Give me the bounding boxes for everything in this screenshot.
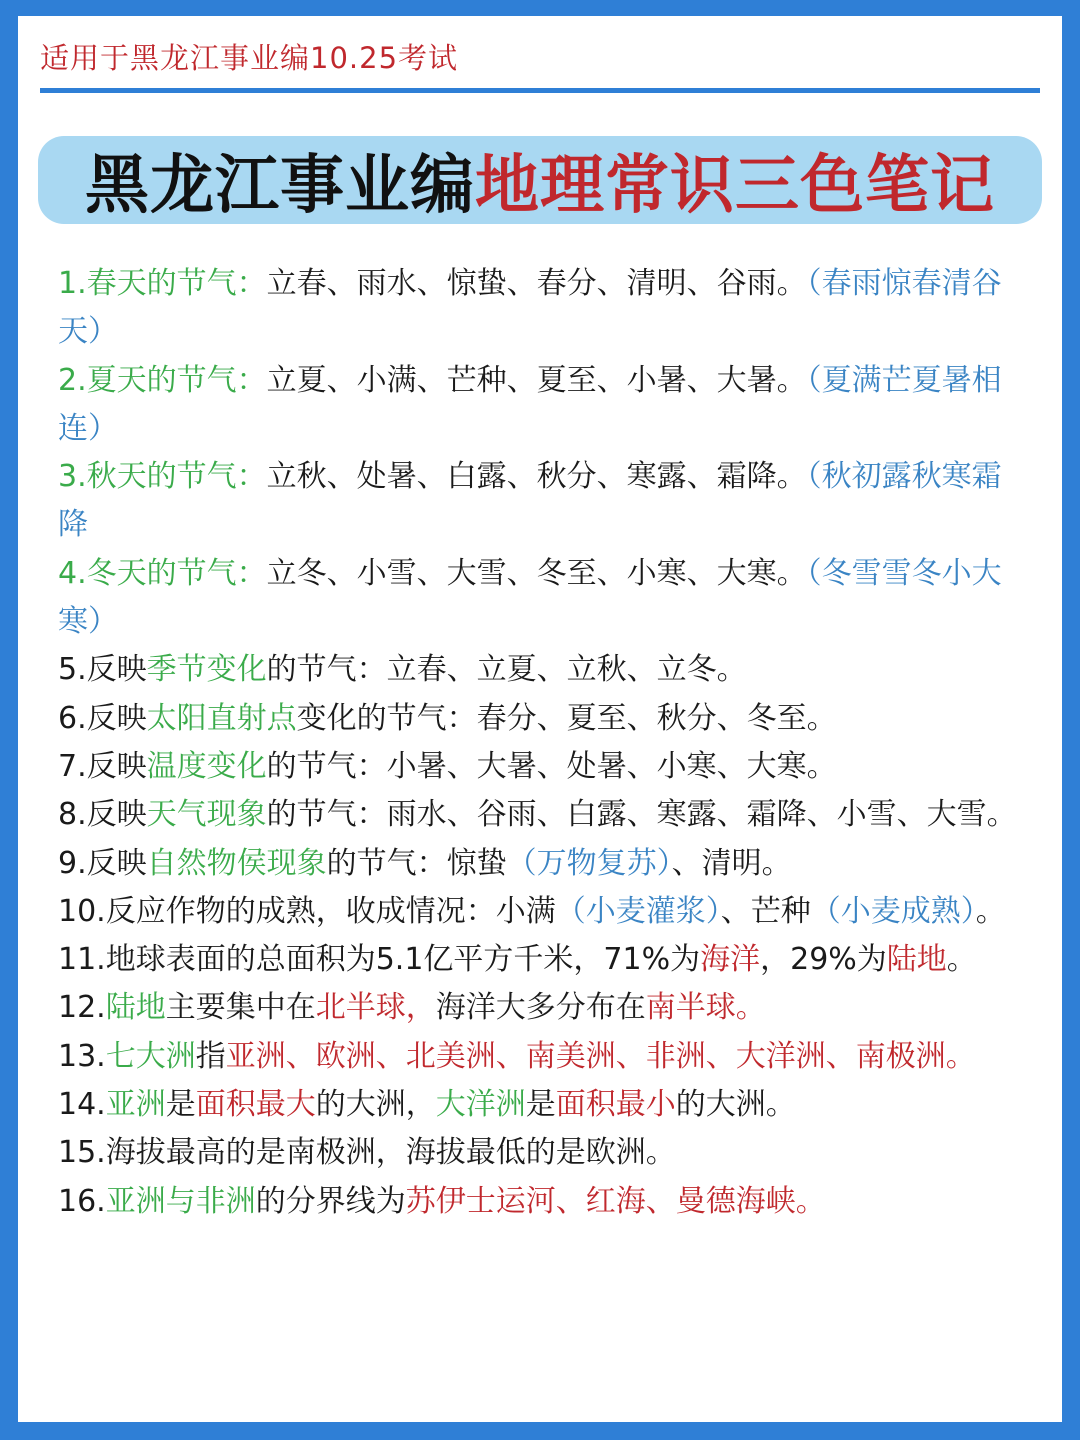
title-black-part: 黑龙江事业编 — [85, 148, 475, 223]
note-segment: 2.夏天的节气： — [58, 362, 267, 398]
note-segment: 1.春天的节气： — [58, 266, 267, 301]
note-segment: 陆地 — [886, 942, 947, 978]
note-segment: 面积最小 — [555, 1087, 676, 1123]
note-segment: 。 — [975, 893, 1006, 929]
note-segment: 5.反映 — [58, 652, 147, 688]
note-segment: 10.反应作物的成熟，收成情况：小满 — [58, 893, 556, 929]
note-segment: 自然物侯现象 — [146, 845, 327, 881]
note-item — [58, 1033, 1018, 1081]
note-segment: 的节气：惊蛰 — [326, 845, 507, 881]
note-segment: 温度变化 — [146, 748, 267, 784]
note-segment: 的节气：小暑、大暑、处暑、小寒、大寒。 — [266, 748, 837, 784]
note-segment: 13. — [58, 1038, 106, 1074]
note-segment: （春雨惊春清谷天） — [58, 266, 1002, 350]
note-segment: 大洋洲 — [435, 1087, 526, 1123]
note-segment: 15.海拔最高的是南极洲，海拔最低的是欧洲。 — [58, 1135, 676, 1171]
note-segment: 12. — [58, 990, 106, 1026]
note-segment: 是 — [525, 1087, 556, 1123]
note-segment: 的分界线为 — [255, 1183, 406, 1219]
note-segment: 陆地 — [105, 990, 166, 1026]
note-segment: 、芒种 — [720, 893, 811, 929]
note-segment: 变化的节气：春分、夏至、秋分、冬至。 — [296, 700, 837, 736]
note-segment: 是 — [165, 1087, 196, 1123]
note-item — [58, 357, 1018, 454]
note-segment: 的大洲， — [315, 1087, 436, 1123]
note-item — [58, 791, 1018, 839]
note-item — [58, 260, 1018, 357]
note-item — [58, 1178, 1018, 1226]
note-segment: 6.反映 — [58, 700, 147, 736]
note-segment: 9.反映 — [58, 845, 147, 881]
note-segment: 七大洲 — [105, 1038, 196, 1074]
note-item — [58, 936, 1018, 984]
note-item — [58, 984, 1018, 1032]
note-segment: 。 — [946, 942, 977, 978]
note-item — [58, 1081, 1018, 1129]
note-segment: 7.反映 — [58, 748, 147, 784]
note-segment: 指 — [195, 1038, 226, 1074]
note-segment: 亚洲与非洲 — [105, 1183, 256, 1219]
note-item — [58, 646, 1018, 694]
note-card — [18, 16, 1062, 1422]
notes-list — [58, 260, 1018, 1226]
note-item — [58, 453, 1018, 550]
note-item — [58, 695, 1018, 743]
title-banner — [38, 136, 1042, 224]
note-segment: 14. — [58, 1087, 106, 1123]
title-red-part: 地理常识三色笔记 — [475, 148, 995, 223]
note-segment: 季节变化 — [146, 652, 267, 688]
note-item — [58, 888, 1018, 936]
note-segment: 立春、雨水、惊蛰、春分、清明、谷雨。 — [266, 266, 807, 301]
note-segment: 立夏、小满、芒种、夏至、小暑、大暑。 — [266, 362, 807, 398]
note-segment: 3.秋天的节气： — [58, 459, 267, 495]
note-segment: 亚洲 — [105, 1087, 166, 1123]
note-segment: 主要集中在 — [165, 990, 316, 1026]
note-segment: 北半球， — [315, 990, 436, 1026]
note-segment: 海洋 — [700, 942, 761, 978]
note-item — [58, 743, 1018, 791]
note-item — [58, 550, 1018, 647]
note-segment: 天气现象 — [146, 797, 267, 833]
note-segment: 8.反映 — [58, 797, 147, 833]
note-segment: （秋初露秋寒霜降 — [58, 459, 1002, 543]
note-segment: 苏伊士运河、红海、曼德海峡。 — [405, 1183, 826, 1219]
note-segment: 16. — [58, 1183, 106, 1219]
note-segment: 亚洲、欧洲、北美洲、南美洲、非洲、大洋洲、南极洲。 — [225, 1038, 976, 1074]
note-item — [58, 1129, 1018, 1177]
note-item — [58, 840, 1018, 888]
note-segment: 的节气：立春、立夏、立秋、立冬。 — [266, 652, 747, 688]
note-segment: 11.地球表面的总面积为5.1亿平方千米，71%为 — [58, 942, 701, 978]
note-segment: 南半球。 — [645, 990, 766, 1026]
note-segment: 海洋大多分布在 — [435, 990, 646, 1026]
note-segment: （冬雪雪冬小大寒） — [58, 555, 1002, 640]
note-segment: 立冬、小雪、大雪、冬至、小寒、大寒。 — [266, 555, 807, 591]
exam-label: 适用于黑龙江事业编10.25考试 — [40, 41, 459, 75]
note-segment: 、清明。 — [671, 845, 792, 881]
note-segment: 的节气：雨水、谷雨、白露、寒露、霜降、小雪、大雪。 — [266, 797, 1017, 833]
note-segment: 面积最大 — [195, 1087, 316, 1123]
note-segment: ，29%为 — [760, 942, 887, 978]
note-segment: （小麦成熟） — [810, 893, 976, 929]
note-segment: （夏满芒夏暑相连） — [58, 362, 1002, 446]
header-divider — [40, 88, 1040, 93]
note-segment: 立秋、处暑、白露、秋分、寒露、霜降。 — [266, 459, 807, 495]
note-segment: （万物复苏） — [506, 845, 672, 881]
note-segment: 4.冬天的节气： — [58, 555, 267, 591]
note-segment: 的大洲。 — [675, 1087, 796, 1123]
note-segment: （小麦灌浆） — [555, 893, 721, 929]
note-segment: 太阳直射点 — [146, 700, 297, 736]
